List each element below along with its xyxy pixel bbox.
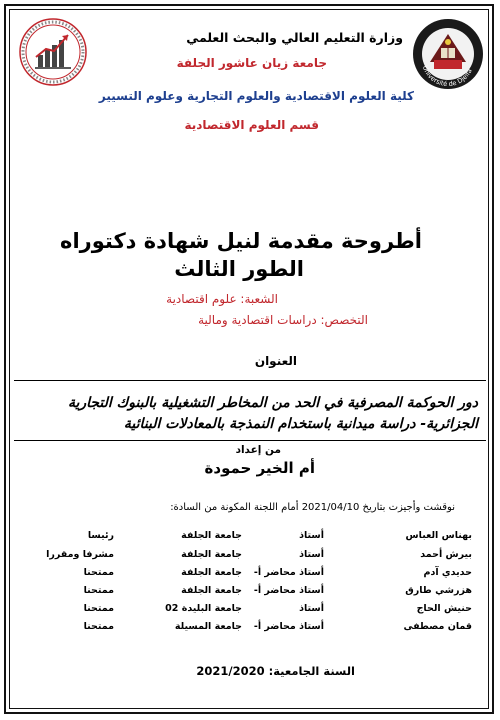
- member-rank: أستاذ محاضر أ-: [253, 567, 324, 578]
- subject-bottom-divider: [14, 440, 486, 441]
- member-institution: جامعة البليدة 02: [165, 603, 242, 614]
- university-name: جامعة زيان عاشور الجلفة: [176, 56, 327, 70]
- subject-label: العنوان: [254, 354, 297, 368]
- committee-row: [28, 621, 472, 636]
- member-role: ممتحنا: [83, 603, 114, 614]
- member-institution: جامعة المسيلة: [174, 621, 242, 632]
- subject-top-divider: [14, 380, 486, 381]
- member-name: حديدي آدم: [423, 567, 472, 578]
- academic-year: السنة الجامعية: 2021/2020: [196, 664, 355, 678]
- member-name: بيرش أحمد: [420, 549, 472, 560]
- member-rank: أستاذ محاضر أ-: [253, 585, 324, 596]
- member-institution: جامعة الجلفة: [181, 567, 242, 578]
- committee-row: [28, 603, 472, 618]
- committee-row: [28, 567, 472, 582]
- member-name: هزرشي طارق: [405, 585, 472, 596]
- member-institution: جامعة الجلفة: [181, 530, 242, 541]
- university-logo-text: Université de Djelfa: [420, 64, 474, 89]
- member-role: ممتحنا: [83, 585, 114, 596]
- member-role: ممتحنا: [83, 621, 114, 632]
- university-logo: [412, 18, 484, 90]
- author-prefix: من إعداد: [235, 444, 281, 456]
- committee-row: [28, 530, 472, 545]
- thesis-level: الطور الثالث: [174, 257, 304, 281]
- member-institution: جامعة الجلفة: [181, 549, 242, 560]
- member-name: بهناس العباس: [405, 530, 472, 541]
- department-name: قسم العلوم الاقتصادية: [184, 118, 319, 132]
- member-rank: أستاذ محاضر أ-: [253, 621, 324, 632]
- author-name: أم الخير حمودة: [204, 459, 315, 477]
- member-role: مشرفا ومقررا: [46, 549, 114, 560]
- subject-title-line2: الجزائرية- دراسة ميدانية باستخدام النمذجة بالمعادلات البنائية: [123, 416, 478, 432]
- faculty-logo: [18, 17, 88, 87]
- member-role: رئيسا: [87, 530, 114, 541]
- member-role: ممتحنا: [83, 567, 114, 578]
- defense-statement: نوقشت وأجيزت بتاريخ 2021/04/10 أمام اللجنة المكونة من السادة:: [170, 502, 455, 513]
- member-name: حنيش الحاج: [416, 603, 472, 614]
- subject-title-line1: دور الحوكمة المصرفية في الحد من المخاطر التشغيلية بالبنوك التجارية: [67, 395, 478, 411]
- member-name: قمان مصطفى: [403, 621, 472, 632]
- member-institution: جامعة الجلفة: [181, 585, 242, 596]
- ministry-name: وزارة التعليم العالي والبحث العلمي: [186, 30, 403, 45]
- member-rank: أستاذ: [299, 530, 324, 541]
- branch-label: الشعبة: علوم اقتصادية: [166, 292, 278, 306]
- committee-row: [28, 585, 472, 600]
- committee-row: [28, 549, 472, 564]
- thesis-title: أطروحة مقدمة لنيل شهادة دكتوراه: [60, 229, 422, 253]
- member-rank: أستاذ: [299, 549, 324, 560]
- member-rank: أستاذ: [299, 603, 324, 614]
- faculty-name: كلية العلوم الاقتصادية والعلوم التجارية وعلوم التسيير: [98, 89, 414, 103]
- specialty-label: التخصص: دراسات اقتصادية ومالية: [198, 313, 368, 327]
